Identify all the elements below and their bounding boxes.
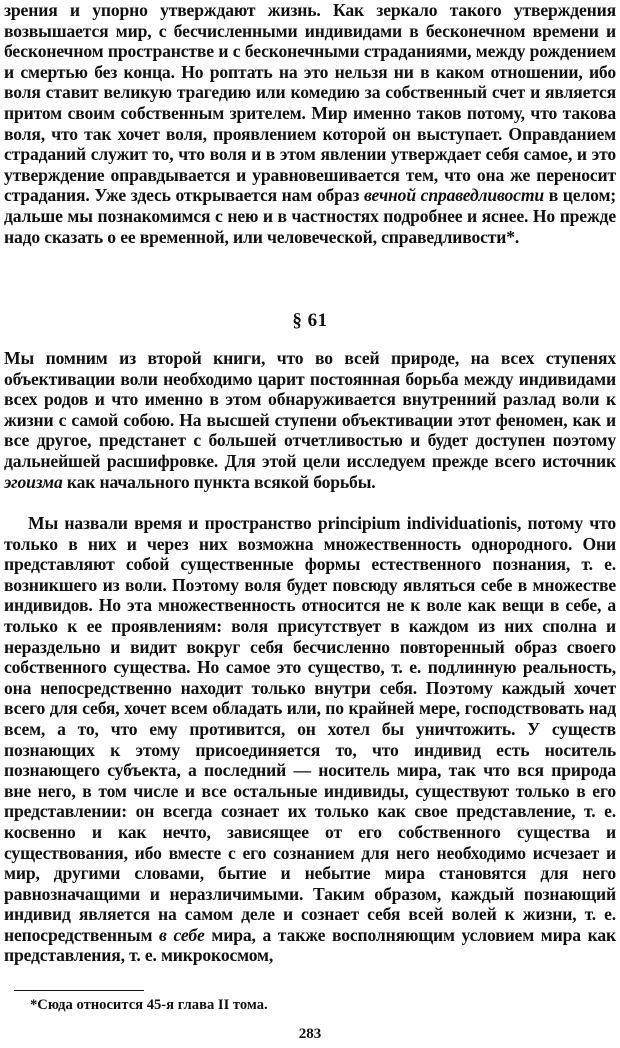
paragraph <box>4 0 616 247</box>
paragraph <box>4 348 616 492</box>
paragraph-text: зрения и упорно утверждают жизнь. Как зеркало такого утверждения возвышается мир, с бесчисленными индивидами в бесконечном времени и бесконечном пространстве и с бесконечными страданиями, между рождением и смертью без конца. Но роптать на это нельзя ни в каком отношении, ибо воля ставит великую трагедию или комедию за собственный счет и является притом своим собственным зрителем. Мир именно таков потому, что такова воля, что так хочет воля, проявлением которой он выступает. Оправданием страданий служит то, что воля и в этом явлении утверждает себя самое, и это утверждение оправдывается и уравновешивается тем, что она же переносит страдания. Уже здесь открывается нам образ <box>4 0 616 206</box>
section-first-paragraph <box>4 348 616 492</box>
paragraph-text: мира, а также восполняющим условием мира как представления, т. е. микрокосмом, <box>4 924 616 966</box>
italic-term: вечной справедливости <box>364 185 545 206</box>
italic-term: эгоизма <box>4 471 63 492</box>
footnote-divider <box>14 990 144 991</box>
section-heading: § 61 <box>292 310 328 331</box>
paragraph-continued <box>4 0 616 247</box>
italic-term: в себе <box>159 924 205 945</box>
paragraph <box>4 513 616 966</box>
section-second-paragraph <box>4 513 616 966</box>
page-number: 283 <box>298 1026 322 1042</box>
paragraph-text: как начального пункта всякой борьбы. <box>62 471 376 492</box>
paragraph-text: Мы назвали время и пространство principium individuationis, потому что только в них и через них возможна множественность однородного. Они представляют собой существенные формы естественного познания, т. е. возникшего из воли. Поэтому воля будет повсюду являться себе в множестве индивидов. Но эта множественность относится не к воле как вещи в себе, а только к ее проявлениям: воля присутствует в каждом из них сполна и нераздельно и видит вокруг себя бесчисленно повторенный образ своего собственного существа. Но самое это существо, т. е. подлинную реальность, она непосредственно находит только внутри себя. Поэтому каждый хочет всего для себя, хочет всем обладать или, по крайней мере, господствовать над всем, а то, что ему противится, он хотел бы уничтожить. У существ познающих к этому присоединяется то, что индивид есть носитель познающего субъекта, а последний — носитель мира, так что вся природа вне него, в том числе и все остальные индивиды, существуют только в его представлении: он всегда сознает их только как свое представление, т. е. косвенно и как нечто, зависящее от его собственного существа и существования, ибо вместе с его сознанием для него необходимо исчезает и мир, другими словами, бытие и небытие мира становятся для него равнозначащими и неразличимыми. Таким образом, каждый познающий индивид является на самом деле и сознает себя всей волей к жизни, т. е. непосредственным <box>4 513 616 945</box>
paragraph-text: в целом; дальше мы познакомимся с нею и в частностях подробнее и яснее. Но прежде надо сказать о ее временной, или человеческой, справедливости*. <box>4 185 616 247</box>
paragraph-text: Мы помним из второй книги, что во всей природе, на всех ступенях объективации воли необходимо царит постоянная борьба между индивидами всех родов и что именно в этом обнаруживается внутренний разлад воли к жизни с самой собою. На высшей ступени объективации этот феномен, как и все другое, предстанет с большей отчетливостью и будет доступен поэтому дальнейшей расшифровке. Для этой цели исследуем прежде всего источник <box>4 348 616 471</box>
footnote: *Сюда относится 45-я глава II тома. <box>30 997 268 1013</box>
